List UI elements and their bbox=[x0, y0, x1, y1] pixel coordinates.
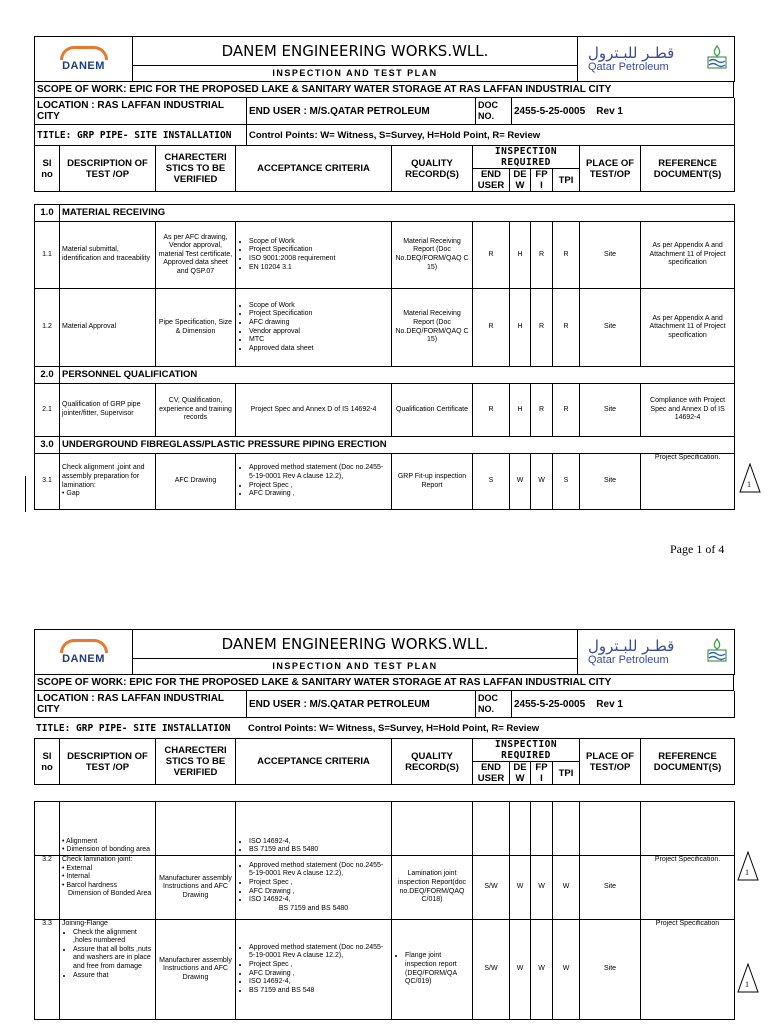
row-acceptance: Project Spec and Annex D of IS 14692-4 bbox=[236, 384, 392, 437]
row-acceptance: • ISO 14692-4, • BS 7159 and BS 5480 bbox=[236, 802, 392, 856]
col-fpi: FP I bbox=[531, 762, 553, 785]
section-title: PERSONNEL QUALIFICATION bbox=[60, 367, 735, 384]
revision-triangle-icon: 1 bbox=[739, 463, 761, 493]
scope-of-work: SCOPE OF WORK: EPIC FOR THE PROPOSED LAKE & SANITARY WATER STORAGE AT RAS LAFFAN INDUSTRIAL CITY bbox=[35, 82, 734, 98]
row-description: Joining-Flange • Check the alignment ,holes numbered • Assure that all bolts ,nuts and washers are in place and free from damage • Assure that bbox=[60, 920, 156, 1020]
row-quality-record: GRP Fit-up inspection Report bbox=[392, 454, 473, 510]
danem-arc-icon bbox=[60, 46, 108, 60]
qatar-petroleum-logo: قطـر للبـترول Qatar Petroleum bbox=[578, 630, 735, 675]
row-quality-record: Material Receiving Report (Doc No.DEQ/FORM/QAQ C 15) bbox=[392, 289, 473, 367]
location-table bbox=[34, 98, 735, 125]
col-inspection-required: INSPECTION REQUIRED bbox=[473, 146, 580, 169]
row-end-user: S/W bbox=[473, 856, 510, 920]
row-characteristics: CV, Qualification, experience and training records bbox=[156, 384, 236, 437]
title-table bbox=[34, 125, 735, 146]
header-table bbox=[34, 629, 735, 675]
qp-emblem-icon bbox=[706, 638, 728, 662]
revision-triangle-icon: 1 bbox=[737, 851, 759, 881]
row-end-user: R bbox=[473, 384, 510, 437]
col-reference: REFERENCE DOCUMENT(S) bbox=[641, 146, 735, 192]
row-quality-record: Lamination joint inspection Report(doc no.DEQ/FORM/QAQ C/018) bbox=[392, 856, 473, 920]
scope-of-work: SCOPE OF WORK: EPIC FOR THE PROPOSED LAKE & SANITARY WATER STORAGE AT RAS LAFFAN INDUSTRIAL CITY bbox=[35, 675, 734, 691]
row-fpi: R bbox=[531, 384, 553, 437]
row-end-user: S/W bbox=[473, 920, 510, 1020]
row-dew: H bbox=[510, 384, 531, 437]
spacer bbox=[34, 785, 734, 801]
doc-no: 2455-5-25-0005 Rev 1 bbox=[512, 98, 735, 125]
row-end-user: R bbox=[473, 289, 510, 367]
row-end-user: S bbox=[473, 454, 510, 510]
col-sl-no: Sl no bbox=[35, 146, 60, 192]
row-characteristics: Manufacturer assembly Instructions and AFC Drawing bbox=[156, 920, 236, 1020]
col-place: PLACE OF TEST/OP bbox=[580, 739, 641, 785]
section-title: UNDERGROUND FIBREGLASS/PLASTIC PRESSURE PIPING ERECTION bbox=[60, 437, 735, 454]
row-acceptance: • Scope of Work • Project Specification • ISO 9001:2008 requirement • EN 10204 3.1 bbox=[236, 222, 392, 289]
col-acceptance: ACCEPTANCE CRITERIA bbox=[236, 739, 392, 785]
row-tpi: R bbox=[553, 289, 580, 367]
row-description: Check lamination joint: • External • Internal • Barcol hardness Dimension of Bonded Area bbox=[60, 856, 156, 920]
itp-table-page-1 bbox=[34, 204, 735, 510]
row-acceptance: • Scope of Work • Project Specification • AFC drawing • Vendor approval • MTC • Approved data sheet bbox=[236, 289, 392, 367]
document-title: TITLE: GRP PIPE- SITE INSTALLATION bbox=[35, 125, 247, 146]
row-dew: H bbox=[510, 222, 531, 289]
col-description: DESCRIPTION OF TEST /OP bbox=[60, 146, 156, 192]
row-no: 3.2 bbox=[35, 856, 60, 920]
danem-arc-icon bbox=[60, 639, 108, 653]
row-characteristics: Pipe Specification, Size & Dimension bbox=[156, 289, 236, 367]
location-table bbox=[34, 691, 735, 718]
itp-table-page-2 bbox=[34, 801, 735, 1020]
section-title: MATERIAL RECEIVING bbox=[60, 205, 735, 222]
row-acceptance: • Approved method statement (Doc no.2455-5-19-0001 Rev A clause 12.2), • Project Spec , • AFC Drawing , • ISO 14692-4, BS 7159 and BS 5480 bbox=[236, 856, 392, 920]
row-reference: Compliance with Project Spec and Annex D of IS 14692-4 bbox=[641, 384, 735, 437]
row-reference: Project Specification. bbox=[641, 454, 735, 510]
col-dew: DE W bbox=[510, 762, 531, 785]
revision: Rev 1 bbox=[596, 105, 623, 117]
col-dew: DE W bbox=[510, 169, 531, 192]
doc-no-label: DOC NO. bbox=[476, 98, 512, 125]
row-no: 1.2 bbox=[35, 289, 60, 367]
col-end-user: END USER bbox=[473, 762, 510, 785]
row-characteristics: As per AFC drawing, Vendor approval, material Test certificate, Approved data sheet and QSP.07 bbox=[156, 222, 236, 289]
scope-table bbox=[34, 675, 734, 691]
location: LOCATION : RAS LAFFAN INDUSTRIAL CITY bbox=[35, 691, 247, 718]
row-description: Material submittal, identification and traceability bbox=[60, 222, 156, 289]
plan-title: INSPECTION AND TEST PLAN bbox=[133, 65, 578, 81]
col-description: DESCRIPTION OF TEST /OP bbox=[60, 739, 156, 785]
row-acceptance: • Approved method statement (Doc no.2455-5-19-0001 Rev A clause 12.2), • Project Spec , • AFC Drawing , bbox=[236, 454, 392, 510]
row-place: Site bbox=[580, 856, 641, 920]
header-table bbox=[34, 36, 735, 82]
col-reference: REFERENCE DOCUMENT(S) bbox=[641, 739, 735, 785]
scope-table bbox=[34, 82, 734, 98]
row-dew: H bbox=[510, 289, 531, 367]
col-quality-record: QUALITY RECORD(S) bbox=[392, 739, 473, 785]
page-1 bbox=[34, 36, 734, 510]
doc-no: 2455-5-25-0005 Rev 1 bbox=[512, 691, 735, 718]
row-reference: Project Specification bbox=[641, 920, 735, 1020]
row-description: Qualification of GRP pipe jointer/fitter, Supervisor bbox=[60, 384, 156, 437]
table-row bbox=[35, 856, 735, 920]
revision: Rev 1 bbox=[596, 698, 623, 710]
title-table bbox=[34, 718, 734, 738]
end-user: END USER : M/S.QATAR PETROLEUM bbox=[247, 98, 476, 125]
col-characteristics: CHARECTERI STICS TO BE VERIFIED bbox=[156, 146, 236, 192]
col-quality-record: QUALITY RECORD(S) bbox=[392, 146, 473, 192]
row-dew: W bbox=[510, 920, 531, 1020]
doc-no-label: DOC NO. bbox=[476, 691, 512, 718]
row-tpi: W bbox=[553, 856, 580, 920]
control-points: Control Points: W= Witness, S=Survey, H=Hold Point, R= Review bbox=[247, 125, 735, 146]
col-characteristics: CHARECTERI STICS TO BE VERIFIED bbox=[156, 739, 236, 785]
qatar-petroleum-logo: قطـر للبـترول Qatar Petroleum bbox=[578, 37, 735, 82]
col-tpi: TPI bbox=[553, 762, 580, 785]
row-quality-record: • Flange joint inspection report (DEQ/FORM/QA QC/019) bbox=[392, 920, 473, 1020]
spacer bbox=[34, 192, 734, 204]
danem-logo: DANEM bbox=[35, 630, 133, 675]
row-description: Material Approval bbox=[60, 289, 156, 367]
row-dew: W bbox=[510, 856, 531, 920]
row-place: Site bbox=[580, 222, 641, 289]
table-row bbox=[35, 802, 735, 856]
col-end-user: END USER bbox=[473, 169, 510, 192]
col-inspection-required: INSPECTION REQUIRED bbox=[473, 739, 580, 762]
row-fpi: W bbox=[531, 856, 553, 920]
col-acceptance: ACCEPTANCE CRITERIA bbox=[236, 146, 392, 192]
row-quality-record: Material Receiving Report (Doc No.DEQ/FORM/QAQ C 15) bbox=[392, 222, 473, 289]
row-no: 1.1 bbox=[35, 222, 60, 289]
section-no: 2.0 bbox=[35, 367, 60, 384]
row-characteristics: Manufacturer assembly Instructions and AFC Drawing bbox=[156, 856, 236, 920]
row-description: Check alignment ,joint and assembly preparation for lamination: • Gap bbox=[60, 454, 156, 510]
col-fpi: FP I bbox=[531, 169, 553, 192]
row-place: Site bbox=[580, 384, 641, 437]
row-place: Site bbox=[580, 920, 641, 1020]
row-tpi: S bbox=[553, 454, 580, 510]
table-row bbox=[35, 289, 735, 367]
company-name: DANEM ENGINEERING WORKS.WLL. bbox=[133, 630, 578, 659]
col-sl-no: Sl no bbox=[35, 739, 60, 785]
table-row bbox=[35, 222, 735, 289]
location: LOCATION : RAS LAFFAN INDUSTRIAL CITY bbox=[35, 98, 247, 125]
danem-logo: DANEM bbox=[35, 37, 133, 82]
row-no: 3.3 bbox=[35, 920, 60, 1020]
table-row bbox=[35, 920, 735, 1020]
row-end-user: R bbox=[473, 222, 510, 289]
company-name: DANEM ENGINEERING WORKS.WLL. bbox=[133, 37, 578, 66]
column-header-table bbox=[34, 146, 735, 192]
row-acceptance: • Approved method statement (Doc no.2455-5-19-0001 Rev A clause 12.2), • Project Spec , • AFC Drawing , • ISO 14692-4, • BS 7159 and BS 548 bbox=[236, 920, 392, 1020]
row-reference: As per Appendix A and Attachment 11 of Project specification bbox=[641, 289, 735, 367]
row-reference: Project Specification. bbox=[641, 856, 735, 920]
row-fpi: W bbox=[531, 920, 553, 1020]
row-place: Site bbox=[580, 454, 641, 510]
col-tpi: TPI bbox=[553, 169, 580, 192]
control-points: Control Points: W= Witness, S=Survey, H=Hold Point, R= Review bbox=[248, 722, 540, 734]
table-row bbox=[35, 384, 735, 437]
row-quality-record: Qualification Certificate bbox=[392, 384, 473, 437]
row-reference: As per Appendix A and Attachment 11 of Project specification bbox=[641, 222, 735, 289]
row-characteristics: AFC Drawing bbox=[156, 454, 236, 510]
table-row bbox=[35, 454, 735, 510]
revision-bar bbox=[25, 476, 26, 512]
row-place: Site bbox=[580, 289, 641, 367]
section-no: 1.0 bbox=[35, 205, 60, 222]
row-fpi: R bbox=[531, 222, 553, 289]
row-tpi: W bbox=[553, 920, 580, 1020]
row-fpi: R bbox=[531, 289, 553, 367]
section-no: 3.0 bbox=[35, 437, 60, 454]
row-fpi: W bbox=[531, 454, 553, 510]
page-number: Page 1 of 4 bbox=[670, 542, 725, 556]
col-place: PLACE OF TEST/OP bbox=[580, 146, 641, 192]
row-no: 3.1 bbox=[35, 454, 60, 510]
end-user: END USER : M/S.QATAR PETROLEUM bbox=[247, 691, 476, 718]
row-no: 2.1 bbox=[35, 384, 60, 437]
row-tpi: R bbox=[553, 384, 580, 437]
page-2 bbox=[34, 629, 734, 1020]
revision-triangle-icon: 1 bbox=[737, 963, 759, 993]
row-dew: W bbox=[510, 454, 531, 510]
column-header-table bbox=[34, 738, 735, 785]
row-tpi: R bbox=[553, 222, 580, 289]
document-title: TITLE: GRP PIPE- SITE INSTALLATION bbox=[36, 722, 231, 734]
plan-title: INSPECTION AND TEST PLAN bbox=[133, 658, 578, 674]
qp-emblem-icon bbox=[706, 45, 728, 69]
row-description: • Alignment • Dimension of bonding area bbox=[60, 802, 156, 856]
